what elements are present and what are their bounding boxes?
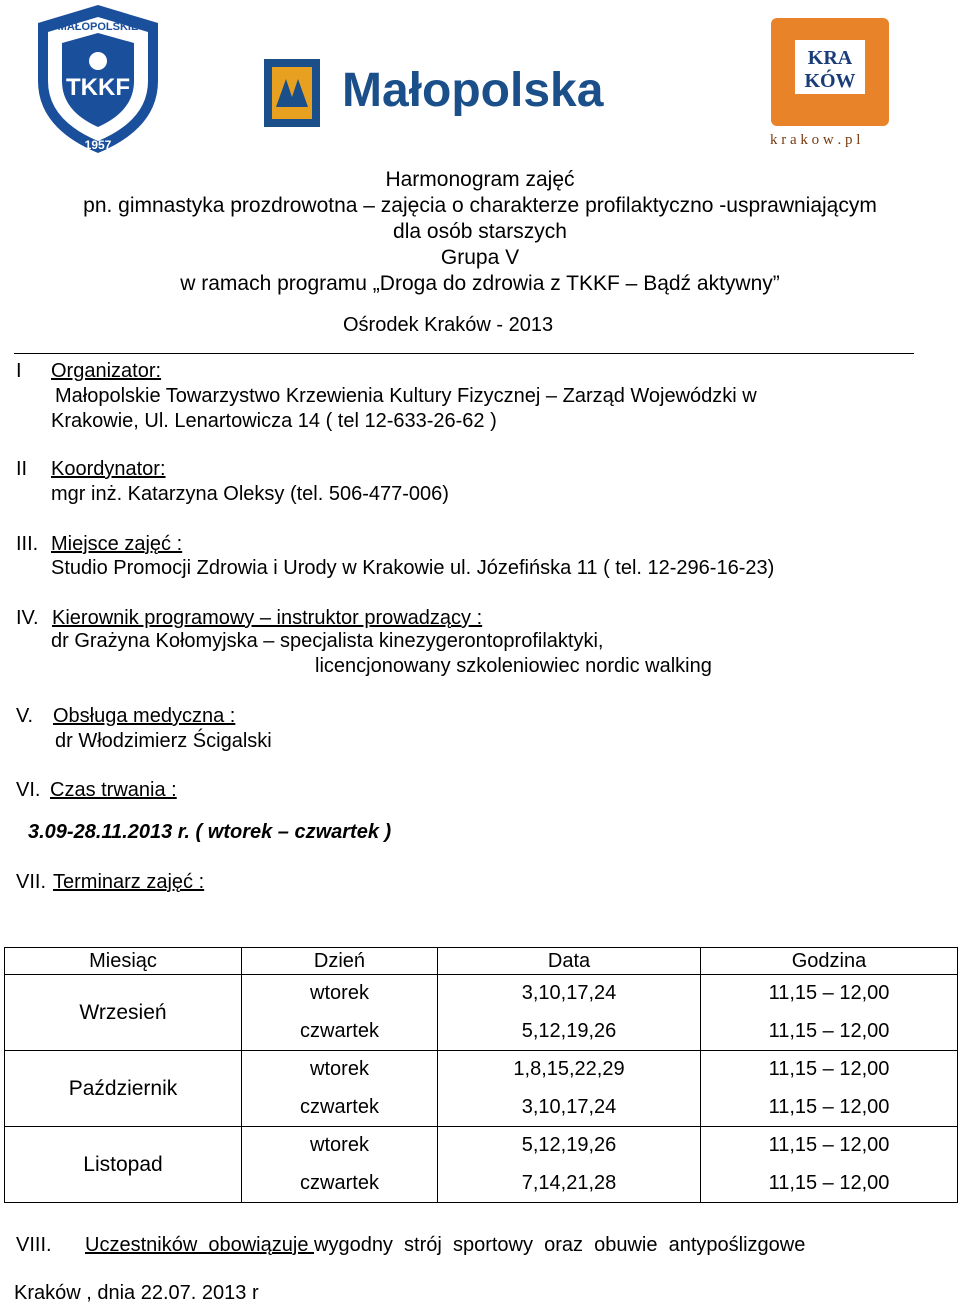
tkkf-logo-year: 1957 bbox=[84, 138, 112, 152]
section-4-number: IV. bbox=[16, 607, 39, 629]
malopolska-emblem-icon bbox=[262, 57, 322, 129]
day-cell: czwartek bbox=[242, 1089, 438, 1127]
time-cell: 11,15 – 12,00 bbox=[701, 1089, 958, 1127]
section-2-number: II bbox=[16, 458, 28, 480]
section-2-line-1: mgr inż. Katarzyna Oleksy (tel. 506-477-006) bbox=[51, 483, 449, 505]
section-2-title: Koordynator: bbox=[51, 458, 166, 480]
section-1-number: I bbox=[16, 360, 22, 382]
date-cell: 3,10,17,24 bbox=[438, 1089, 701, 1127]
krakow-logo-text-top: KRA bbox=[807, 47, 853, 69]
time-cell: 11,15 – 12,00 bbox=[701, 1051, 958, 1089]
krakow-logo bbox=[765, 12, 895, 152]
section-3-number: III. bbox=[16, 533, 39, 555]
section-4-line-2: licencjonowany szkoleniowiec nordic walking bbox=[315, 655, 712, 677]
month-cell: Listopad bbox=[5, 1127, 242, 1203]
table-row bbox=[5, 1051, 958, 1089]
column-header-date: Data bbox=[438, 948, 701, 975]
section-6-number: VI. bbox=[16, 779, 41, 801]
section-5-number: V. bbox=[16, 705, 34, 727]
tkkf-logo bbox=[30, 3, 166, 155]
tkkf-logo-top-text: MAŁOPOLSKIE bbox=[57, 21, 139, 33]
month-cell: Wrzesień bbox=[5, 975, 242, 1051]
section-4-line-1: dr Grażyna Kołomyjska – specjalista kinezygerontoprofilaktyki, bbox=[51, 630, 604, 652]
section-1-line-2: Krakowie, Ul. Lenartowicza 14 ( tel 12-633-26-62 ) bbox=[51, 410, 497, 432]
header-line-1: pn. gimnastyka prozdrowotna – zajęcia o charakterze profilaktyczno -usprawniającym bbox=[83, 194, 877, 217]
column-header-day: Dzień bbox=[242, 948, 438, 975]
section-6-line-1: 3.09-28.11.2013 r. ( wtorek – czwartek ) bbox=[28, 821, 392, 843]
place-date: Kraków , dnia 22.07. 2013 r bbox=[14, 1282, 259, 1304]
divider-line bbox=[14, 353, 914, 354]
krakow-logo-url: k r a k o w . p l bbox=[770, 132, 861, 148]
column-header-time: Godzina bbox=[701, 948, 958, 975]
malopolska-wordmark: Małopolska bbox=[342, 64, 604, 117]
section-8-text bbox=[85, 1234, 805, 1257]
section-3-line-1: Studio Promocji Zdrowia i Urody w Krakowie ul. Józefińska 11 ( tel. 12-296-16-23) bbox=[51, 557, 775, 579]
date-cell: 5,12,19,26 bbox=[438, 1127, 701, 1165]
tkkf-logo-mid-text: TKKF bbox=[66, 74, 130, 101]
date-cell: 1,8,15,22,29 bbox=[438, 1051, 701, 1089]
section-8-number: VIII. bbox=[16, 1234, 52, 1256]
section-8-title: Uczestników obowiązuje bbox=[85, 1234, 314, 1256]
time-cell: 11,15 – 12,00 bbox=[701, 1013, 958, 1051]
date-cell: 3,10,17,24 bbox=[438, 975, 701, 1013]
table-header-row bbox=[5, 948, 958, 975]
section-4-title: Kierownik programowy – instruktor prowadzący : bbox=[52, 607, 483, 629]
table-row bbox=[5, 1127, 958, 1165]
column-header-month: Miesiąc bbox=[5, 948, 242, 975]
section-1-line-1: Małopolskie Towarzystwo Krzewienia Kultury Fizycznej – Zarząd Wojewódzki w bbox=[55, 385, 757, 407]
section-8-rest: wygodny strój sportowy oraz obuwie antypoślizgowe bbox=[314, 1234, 806, 1256]
krakow-emblem-icon bbox=[765, 12, 895, 130]
section-7-title: Terminarz zajęć : bbox=[53, 871, 205, 893]
schedule-table bbox=[4, 947, 958, 1203]
table-row bbox=[5, 975, 958, 1013]
section-5-line-1: dr Włodzimierz Ścigalski bbox=[55, 730, 272, 752]
center-label: Ośrodek Kraków - 2013 bbox=[343, 314, 554, 336]
document-title: Harmonogram zajęć bbox=[385, 168, 575, 191]
date-cell: 7,14,21,28 bbox=[438, 1165, 701, 1203]
month-cell: Październik bbox=[5, 1051, 242, 1127]
day-cell: wtorek bbox=[242, 1127, 438, 1165]
time-cell: 11,15 – 12,00 bbox=[701, 1165, 958, 1203]
section-3-title: Miejsce zajęć : bbox=[51, 533, 183, 555]
time-cell: 11,15 – 12,00 bbox=[701, 1127, 958, 1165]
time-cell: 11,15 – 12,00 bbox=[701, 975, 958, 1013]
section-7-number: VII. bbox=[16, 871, 47, 893]
header-line-2: dla osób starszych bbox=[393, 220, 567, 243]
section-6-title: Czas trwania : bbox=[50, 779, 177, 801]
day-cell: wtorek bbox=[242, 1051, 438, 1089]
day-cell: czwartek bbox=[242, 1013, 438, 1051]
header-line-4: w ramach programu „Droga do zdrowia z TKKF – Bądź aktywny” bbox=[180, 272, 780, 295]
day-cell: czwartek bbox=[242, 1165, 438, 1203]
day-cell: wtorek bbox=[242, 975, 438, 1013]
malopolska-logo bbox=[262, 55, 642, 130]
date-cell: 5,12,19,26 bbox=[438, 1013, 701, 1051]
krakow-logo-text-bottom: KÓW bbox=[804, 70, 856, 92]
section-5-title: Obsługa medyczna : bbox=[53, 705, 236, 727]
section-1-title: Organizator: bbox=[51, 360, 162, 382]
header-line-3: Grupa V bbox=[440, 246, 520, 269]
